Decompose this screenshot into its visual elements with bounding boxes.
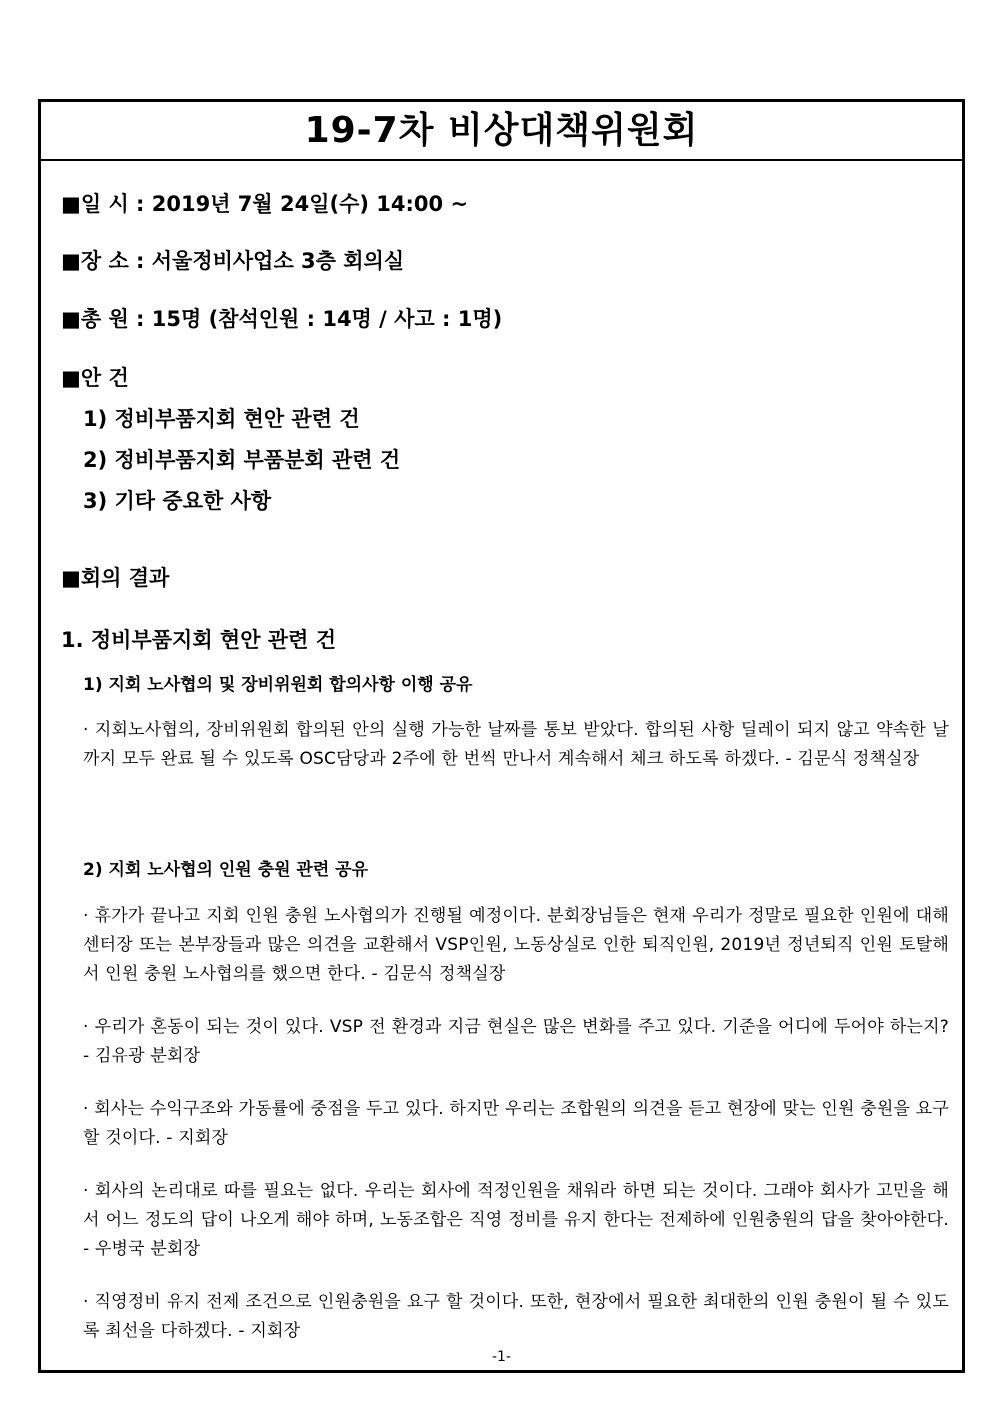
page-number: -1- [491,1349,511,1365]
subsection-2-paragraph: · 휴가가 끝나고 지회 인원 충원 노사협의가 진행될 예정이다. 분회장님들은 현재 우리가 정말로 필요한 인원에 대해 센터장 또는 본부장들과 많은 의견을 교환해서 VSP인원, 노동상실로 인한 퇴직인원, 2019년 정년퇴직 인원 토탈해서 인원 충원 노사협의를 했으면 한다. - 김문식 정책실장 [83,906,949,984]
results-heading: ■회의 결과 [61,566,170,590]
agenda-item: 1) 정비부품지회 현안 관련 건 [83,407,360,431]
subsection-2-paragraph: · 회사는 수익구조와 가동률에 중점을 두고 있다. 하지만 우리는 조합원의 의견을 듣고 현장에 맞는 인원 충원을 요구 할 것이다. - 지회장 [83,1099,949,1148]
subsection-2-paragraph: · 회사의 논리대로 따를 필요는 없다. 우리는 회사에 적정인원을 채워라 하면 되는 것이다. 그래야 회사가 고민을 해서 어느 정도의 답이 나오게 해야 하며, 노동조합은 직영 정비를 유지 한다는 전제하에 인원충원의 답을 찾아야한다. - 우병국 분회장 [83,1181,949,1259]
subsection-1-title: 1) 지회 노사협의 및 장비위원회 합의사항 이행 공유 [83,675,473,695]
subsection-2-paragraph: · 우리가 혼동이 되는 것이 있다. VSP 전 환경과 지금 현실은 많은 변화를 주고 있다. 기준을 어디에 두어야 하는지? - 김유광 분회장 [83,1017,949,1066]
agenda-item: 2) 정비부품지회 부품분회 관련 건 [83,448,401,472]
document-frame [38,99,965,1373]
meeting-members: ■총 원 : 15명 (참석인원 : 14명 / 사고 : 1명) [61,307,503,331]
meeting-place: ■장 소 : 서울정비사업소 3층 회의실 [61,249,405,273]
section-1-title: 1. 정비부품지회 현안 관련 건 [61,628,336,652]
subsection-2-paragraph: · 직영정비 유지 전제 조건으로 인원충원을 요구 할 것이다. 또한, 현장에서 필요한 최대한의 인원 충원이 될 수 있도록 최선을 다하겠다. - 지회장 [83,1292,949,1341]
subsection-2-title: 2) 지회 노사협의 인원 충원 관련 공유 [83,860,369,880]
agenda-heading: ■안 건 [61,366,129,390]
meeting-date: ■일 시 : 2019년 7월 24일(수) 14:00 ~ [61,192,469,216]
subsection-1-paragraph: · 지회노사협의, 장비위원회 합의된 안의 실행 가능한 날짜를 통보 받았다. 합의된 사항 딜레이 되지 않고 약속한 날까지 모두 완료 될 수 있도록 OSC담당과 2주에 한 번씩 만나서 계속해서 체크 하도록 하겠다. - 김문식 정책실장 [83,720,949,769]
document-title: 19-7차 비상대책위원회 [41,102,962,161]
agenda-item: 3) 기타 중요한 사항 [83,489,272,513]
